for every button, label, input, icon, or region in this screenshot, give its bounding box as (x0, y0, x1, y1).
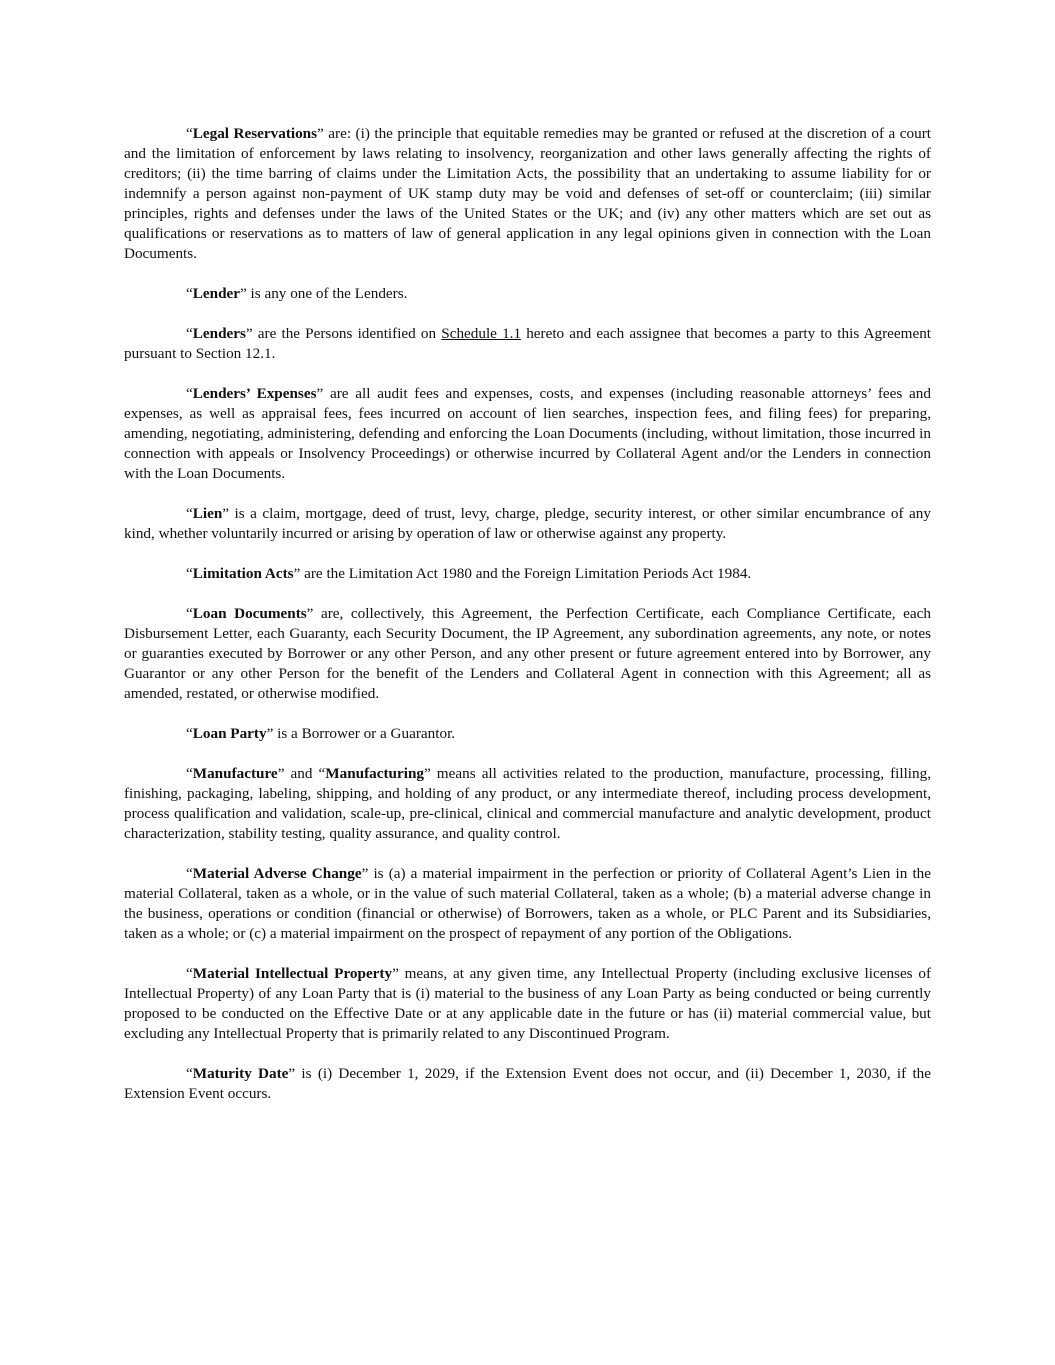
text: “ (186, 765, 193, 782)
text: ” is (a) a material impairment in the perfection or priority of Collateral Agent’s Lien in the material Collateral, taken as a whole, or in the value of such material Collateral, taken as a whole; (b) a material adverse change in the business, operations or condition (financial or otherwise) of Borrowers, taken as a whole, or PLC Parent and its Subsidiaries, taken as a whole; or (c) a material impairment on the prospect of repayment of any portion of the Obligations. (124, 865, 932, 942)
text: ” is a claim, mortgage, deed of trust, levy, charge, pledge, security interest, or other similar encumbrance of any kind, whether voluntarily incurred or arising by operation of law or otherwise against any property. (124, 505, 931, 542)
text: “ (186, 1065, 193, 1082)
text: “ (186, 565, 193, 582)
text: “ (186, 325, 193, 342)
document-page (124, 124, 931, 1124)
definition-loan-party (124, 724, 931, 744)
definition-lenders-expenses (124, 384, 931, 484)
text: ” is any one of the Lenders. (240, 285, 408, 302)
defined-term: Manufacture (192, 765, 278, 782)
defined-term: Lien (192, 505, 223, 522)
defined-term: Loan Party (192, 725, 267, 742)
text: ” means all activities related to the production, manufacture, processing, filling, finishing, packaging, labeling, shipping, and holding of any product, or any intermediate thereof, including process development, process qualification and validation, scale-up, pre-clinical, clinical and commercial manufacture and analytic development, product characterization, stability testing, quality assurance, and quality control. (124, 765, 931, 842)
defined-term: Loan Documents (192, 605, 307, 622)
text: ” means, at any given time, any Intellectual Property (including exclusive licenses of Intellectual Property) of any Loan Party that is (i) material to the business of any Loan Party as being conducted or being currently proposed to be conducted on the Effective Date or at any applicable date in the future or has (ii) material commercial value, but excluding any Intellectual Property that is primarily related to any Discontinued Program. (124, 965, 932, 1042)
text: ” and “ (277, 765, 326, 782)
text: “ (186, 965, 193, 982)
schedule-link[interactable]: Schedule 1.1 (441, 325, 522, 342)
text: ” are, collectively, this Agreement, the Perfection Certificate, each Compliance Certificate, each Disbursement Letter, each Guaranty, each Security Document, the IP Agreement, any subordination agreements, any note, or notes or guaranties executed by Borrower or any other Person, and any other present or future agreement entered into by Borrower, any Guarantor or any other Person for the benefit of the Lenders and Collateral Agent in connection with this Agreement; all as amended, restated, or otherwise modified. (124, 605, 931, 702)
defined-term: Material Adverse Change (192, 865, 362, 882)
text: ” is (i) December 1, 2029, if the Extension Event does not occur, and (ii) December 1, 2030, if the Extension Event occurs. (124, 1065, 931, 1102)
definition-lender (124, 284, 931, 304)
definition-maturity-date (124, 1064, 931, 1104)
text: “ (186, 385, 193, 402)
definition-material-intellectual-property (124, 964, 931, 1044)
text: “ (186, 865, 193, 882)
definition-lenders (124, 324, 931, 364)
definition-manufacture (124, 764, 931, 844)
text: ” are: (i) the principle that equitable remedies may be granted or refused at the discretion of a court and the limitation of enforcement by laws relating to insolvency, reorganization and other laws generally affecting the rights of creditors; (ii) the time barring of claims under the Limitation Acts, the possibility that an undertaking to assume liability for or indemnify a person against non-payment of UK stamp duty may be void and defenses of set-off or counterclaim; (iii) similar principles, rights and defenses under the laws of the United States or the UK; and (iv) any other matters which are set out as qualifications or reservations as to matters of law of general application in any legal opinions given in connection with the Loan Documents. (124, 125, 931, 262)
text: “ (186, 125, 193, 142)
definition-material-adverse-change (124, 864, 931, 944)
defined-term: Manufacturing (325, 765, 424, 782)
defined-term: Maturity Date (192, 1065, 289, 1082)
defined-term: Lenders (192, 325, 246, 342)
text: ” are all audit fees and expenses, costs, and expenses (including reasonable attorneys’ fees and expenses, as well as appraisal fees, fees incurred on account of lien searches, inspection fees, and filing fees) for preparing, amending, negotiating, administering, defending and enforcing the Loan Documents (including, without limitation, those incurred in connection with appeals or Insolvency Proceedings) or otherwise incurred by Collateral Agent and/or the Lenders in connection with the Loan Documents. (124, 385, 931, 482)
definition-lien (124, 504, 931, 544)
text: “ (186, 505, 193, 522)
text: “ (186, 605, 193, 622)
definition-legal-reservations (124, 124, 931, 264)
defined-term: Legal Reservations (192, 125, 318, 142)
text: hereto and each assignee that becomes a party to this Agreement pursuant to Section 12.1. (124, 325, 932, 362)
text: “ (186, 725, 193, 742)
definition-limitation-acts (124, 564, 931, 584)
defined-term: Material Intellectual Property (192, 965, 393, 982)
text: “ (186, 285, 193, 302)
defined-term: Lender (192, 285, 240, 302)
text: ” is a Borrower or a Guarantor. (266, 725, 456, 742)
defined-term: Lenders’ Expenses (192, 385, 317, 402)
text: ” are the Limitation Act 1980 and the Foreign Limitation Periods Act 1984. (293, 565, 752, 582)
defined-term: Limitation Acts (192, 565, 294, 582)
definition-loan-documents (124, 604, 931, 704)
text: ” are the Persons identified on (245, 325, 442, 342)
